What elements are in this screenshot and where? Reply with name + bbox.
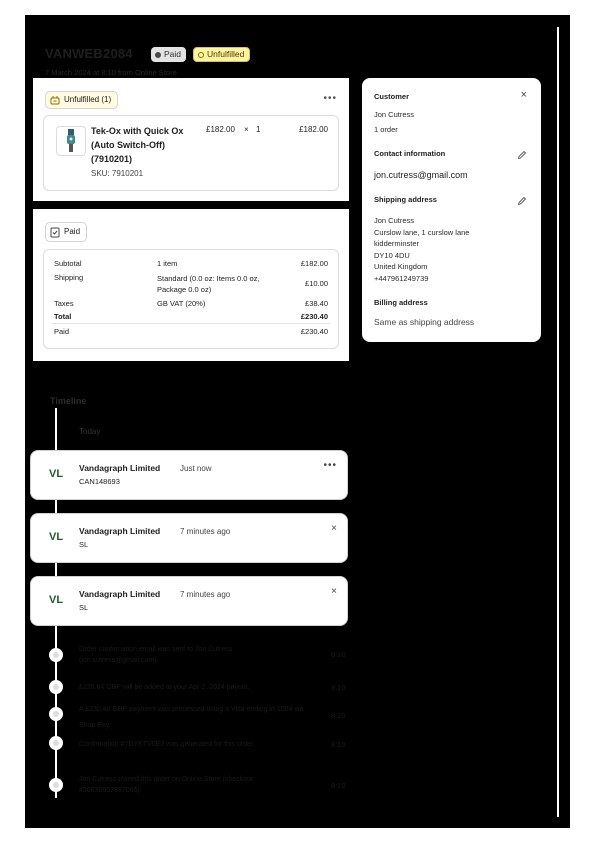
timeline-event-text[interactable]: Jon Cutress placed this order on Online Store (checkout #36630607837065). [79,776,253,794]
shipping-amount: £10.00 [305,279,328,288]
payment-card [33,209,349,361]
comment-time: 7 minutes ago [180,590,231,599]
timeline-dot-icon [49,680,63,694]
payment-summary [43,249,339,349]
taxes-label: Taxes [54,299,74,308]
contact-heading: Contact information [374,149,446,158]
fulfillment-status-badge [193,47,250,62]
package-icon [50,95,60,105]
page-divider [557,27,559,817]
timeline-event-time: 8:10 [331,683,346,692]
fulfillment-card [33,78,349,201]
timeline-event-text[interactable]: A £230.40 GBP payment was processed using a Visa ending in 1004 via Shop Pay. [79,706,304,729]
timeline-dot-icon [49,778,63,792]
timeline-event-time: 8:10 [331,650,346,659]
unfulfilled-pill [45,91,118,109]
shipping-address-heading: Shipping address [374,195,437,204]
timeline-event-text[interactable]: £225.64 GBP will be added to your Apr 2, 2024 payout. [79,684,250,691]
product-price: £182.00 [206,125,235,134]
timeline-dot-icon [49,648,63,662]
paid-pill-label: Paid [64,227,81,236]
unfulfilled-pill-label: Unfulfilled (1) [64,95,112,104]
product-thumbnail[interactable] [56,126,86,156]
address-line: kidderminster [374,239,420,248]
total-amount: £230.40 [300,312,328,321]
fulfillment-status-text: Unfulfilled [207,49,245,59]
taxes-detail[interactable]: GB VAT (20%) [157,299,206,308]
avatar: VL [49,594,64,606]
edit-shipping-icon[interactable] [517,196,527,206]
timeline-event-text[interactable]: Confirmation #7DYKTV0E2 was generated for this order. [79,741,255,748]
product-qty: 1 [256,125,261,134]
order-page [25,15,570,828]
address-line: DY10 4DU [374,250,410,260]
comment-author: Vandagraph Limited [79,589,161,599]
customer-email[interactable]: jon.cutress@gmail.com [374,170,468,180]
avatar: VL [49,531,64,543]
subtotal-amount: £182.00 [300,259,328,268]
order-subtitle: 7 March 2024 at 8:10 from Online Store [45,68,177,77]
product-line-total: £182.00 [299,125,328,134]
timeline-comment-card[interactable] [30,576,348,626]
timeline-event-text[interactable]: Order confirmation email was sent to Jon Cutress (jon.cutress@gmail.com). [79,646,233,664]
timeline-event-time: 8:10 [331,711,346,720]
timeline-dot-icon [49,707,63,721]
comment-time: 7 minutes ago [180,527,231,536]
customer-heading: Customer [374,92,410,101]
timeline-today-label: Today [79,427,101,436]
address-phone: +447961249739 [374,273,429,283]
timeline-dot-icon [49,736,63,750]
subtotal-label: Subtotal [54,259,82,268]
total-divider [52,323,330,324]
paid-label: Paid [54,327,70,336]
product-name[interactable]: Tek-Ox with Quick Ox (Auto Switch-Off) (7910201) [91,126,184,164]
subtotal-detail: 1 item [157,259,178,268]
shipping-detail: Standard (0.0 oz: Items 0.0 oz, Package 0.0 oz) [157,274,260,294]
address-line: United Kingdom [374,262,428,271]
close-icon[interactable]: × [331,586,337,597]
order-title: VANWEB2084 [45,46,133,61]
product-image-icon [62,128,80,154]
billing-heading: Billing address [374,298,428,307]
comment-time: Just now [180,464,212,473]
timeline-event-time: 8:10 [331,781,346,790]
receipt-check-icon [50,227,60,238]
address-line: Jon Cutress [374,216,415,225]
paid-amount: £230.40 [300,327,328,336]
status-ring-icon [198,52,204,58]
close-icon[interactable]: × [331,523,337,534]
address-line: Curslow lane, 1 curslow lane [374,227,470,237]
product-sku: SKU: 7910201 [91,169,144,178]
timeline-event-time: 8:10 [331,740,346,749]
shipping-label: Shipping [54,273,84,282]
product-times: × [244,125,249,134]
payment-status-badge [151,47,186,62]
fulfillment-more-button[interactable]: ••• [323,93,337,104]
billing-value: Same as shipping address [374,317,475,327]
edit-contact-icon[interactable] [517,150,527,160]
comment-body: CAN148693 [79,477,120,486]
comment-author: Vandagraph Limited [79,463,161,473]
customer-order-count[interactable]: 1 order [374,125,398,134]
comment-body: SL [79,603,89,612]
comment-author: Vandagraph Limited [79,526,161,536]
paid-pill [45,222,87,242]
status-dot-icon [155,52,161,58]
taxes-amount: £38.40 [305,299,328,308]
total-label: Total [54,312,72,321]
comment-body: SL [79,540,89,549]
timeline-comment-card[interactable] [30,513,348,563]
comment-more-button[interactable]: ••• [323,460,337,471]
close-icon[interactable]: × [520,89,527,101]
customer-name[interactable]: Jon Cutress [374,110,415,119]
timeline-comment-card[interactable] [30,450,348,500]
payment-status-text: Paid [164,49,182,59]
customer-card [362,78,541,342]
avatar: VL [49,468,64,480]
timeline-title: Timeline [50,396,87,406]
line-item [43,115,339,191]
